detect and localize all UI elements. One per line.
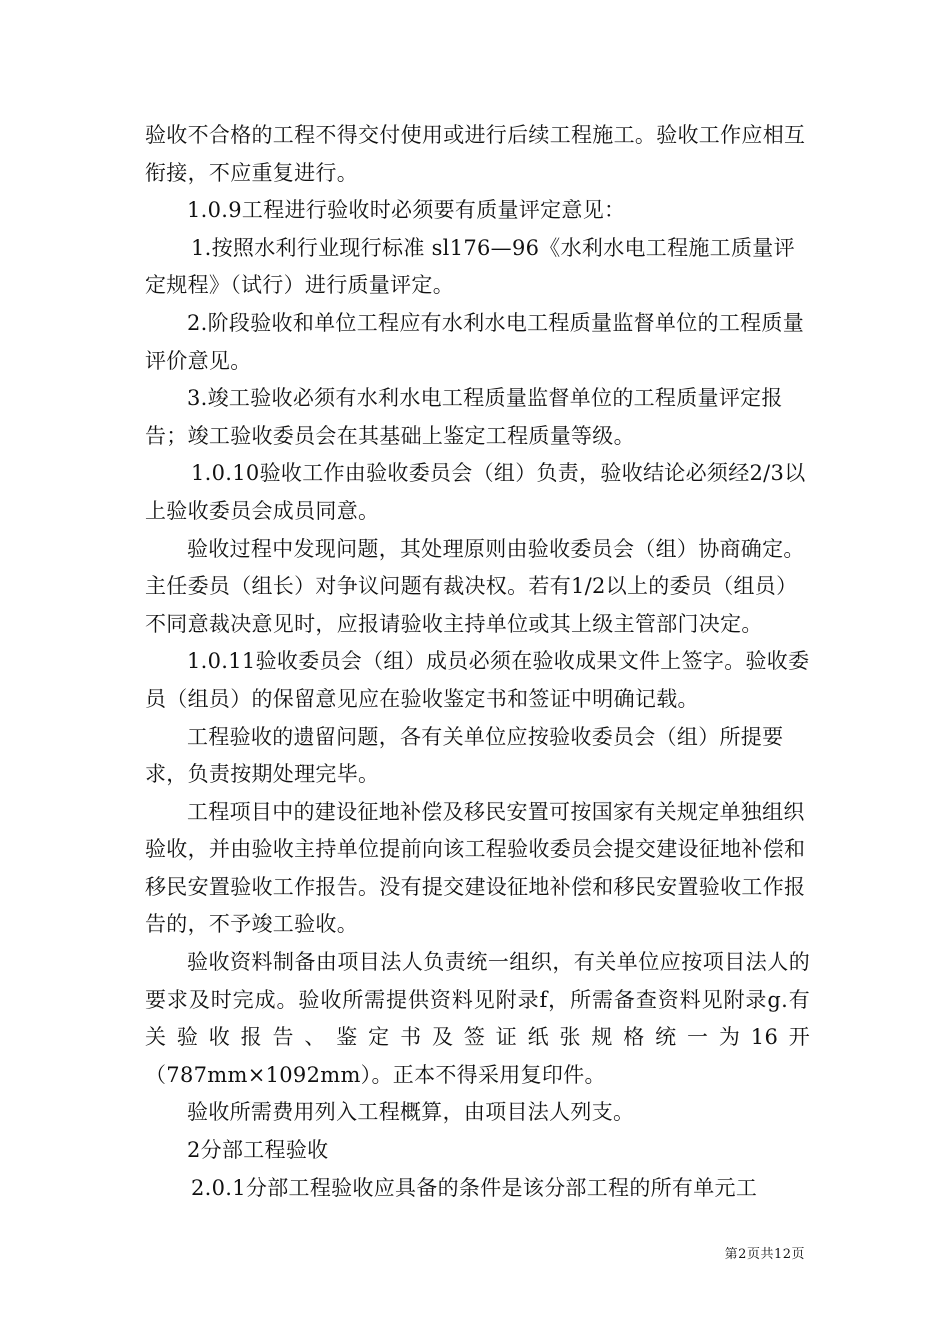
page-number: 第2页共12页 (724, 1247, 805, 1262)
list-item: 1.按照水利行业现行标准 sl176—96《水利水电工程施工质量评定规程》（试行）进行质量评定。 (145, 235, 795, 298)
paragraph: 工程验收的遗留问题，各有关单位应按验收委员会（组）所提要求，负责按期处理完毕。 (145, 724, 784, 787)
paragraph: 验收所需费用列入工程概算，由项目法人列支。 (187, 1100, 635, 1125)
clause-heading: 2.0.1分部工程验收应具备的条件是该分部工程的所有单元工 (191, 1175, 758, 1200)
paragraph: 验收不合格的工程不得交付使用或进行后续工程施工。验收工作应相互衔接，不应重复进行。 (145, 123, 806, 185)
clause-heading: 1.0.9工程进行验收时必须要有质量评定意见： (187, 198, 626, 223)
page-body (145, 117, 810, 1207)
paragraph: 验收资料制备由项目法人负责统一组织，有关单位应按项目法人的要求及时完成。验收所需提供资料见附录f，所需备查资料见附录g.有关验收报告、鉴定书及签证纸张规格统一为16开（787mm×1092mm）。正本不得采用复印件。 (145, 950, 810, 1087)
list-item: 3.竣工验收必须有水利水电工程质量监督单位的工程质量评定报告；竣工验收委员会在其基础上鉴定工程质量等级。 (145, 386, 783, 448)
list-item: 2.阶段验收和单位工程应有水利水电工程质量监督单位的工程质量评价意见。 (145, 310, 805, 373)
clause-heading: 1.0.10验收工作由验收委员会（组）负责，验收结论必须经2/3以上验收委员会成员同意。 (145, 461, 806, 523)
paragraph: 工程项目中的建设征地补偿及移民安置可按国家有关规定单独组织验收，并由验收主持单位提前向该工程验收委员会提交建设征地补偿和移民安置验收工作报告。没有提交建设征地补偿和移民安置验收工作报告的，不予竣工验收。 (145, 799, 806, 937)
section-heading: 2分部工程验收 (187, 1138, 329, 1163)
clause-heading: 1.0.11验收委员会（组）成员必须在验收成果文件上签字。验收委员（组员）的保留意见应在验收鉴定书和签证中明确记载。 (145, 649, 810, 711)
paragraph: 验收过程中发现问题，其处理原则由验收委员会（组）协商确定。主任委员（组长）对争议问题有裁决权。若有1/2以上的委员（组员）不同意裁决意见时，应报请验收主持单位或其上级主管部门决定。 (145, 536, 805, 636)
